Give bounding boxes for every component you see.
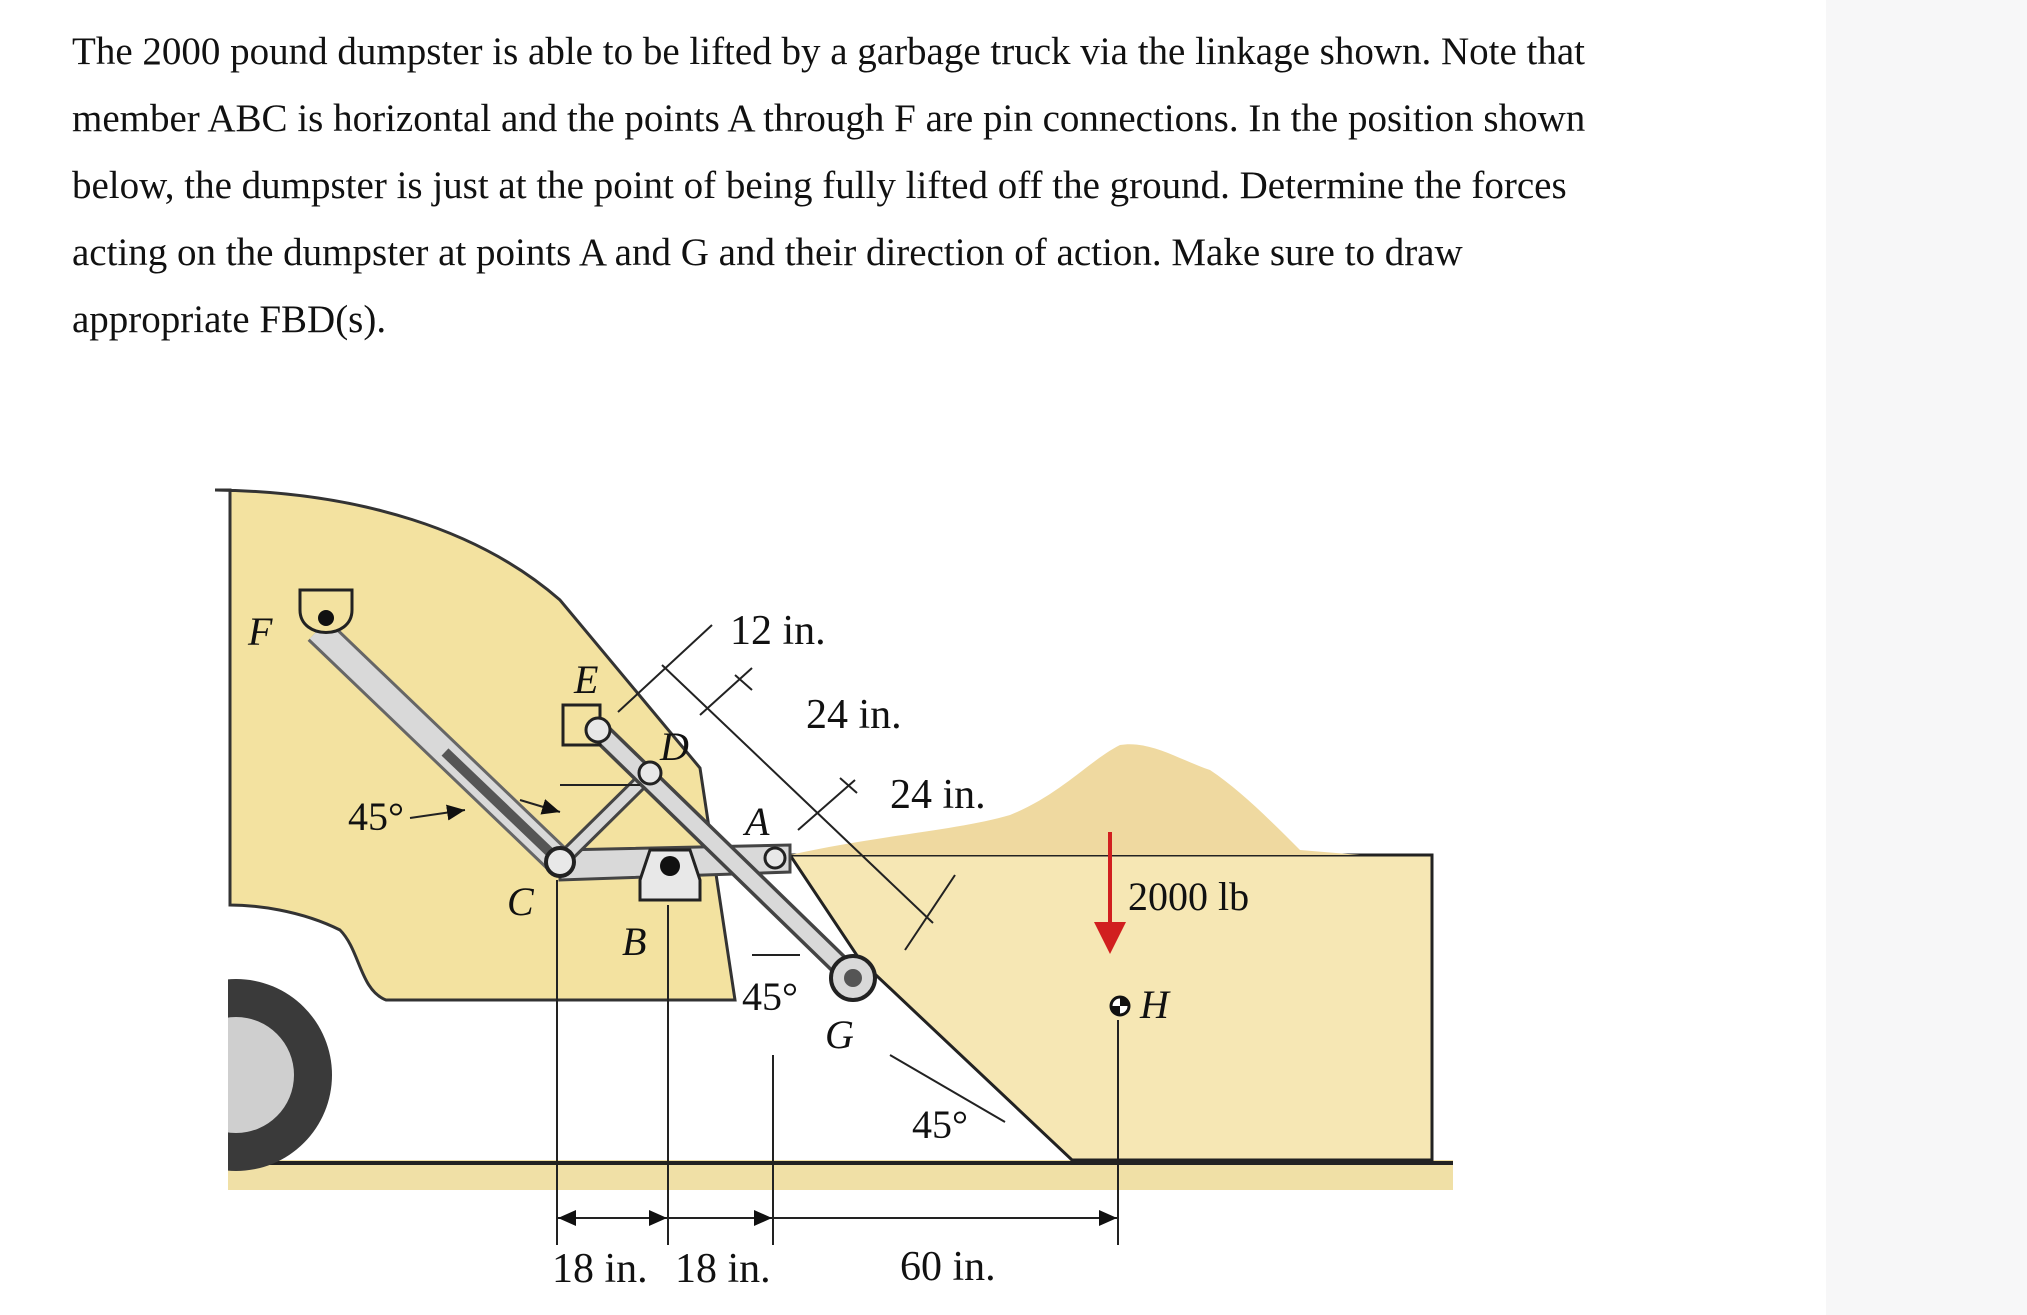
dim-label-18in-a: 18 in. <box>552 1246 648 1292</box>
label-A: A <box>745 799 770 844</box>
tick-12 <box>735 675 752 690</box>
label-E: E <box>574 657 599 702</box>
label-G: G <box>825 1012 854 1057</box>
angle-label-left: 45° <box>348 794 404 839</box>
problem-line: The 2000 pound dumpster is able to be lifted by a garbage truck via the linkage shown. Note that <box>72 30 1586 73</box>
dim-label-12in: 12 in. <box>730 608 826 654</box>
pin-E <box>586 718 610 742</box>
dim-label-24in-b: 24 in. <box>890 772 986 818</box>
problem-line: below, the dumpster is just at the point of being fully lifted off the ground. Determine the forces <box>72 164 1567 207</box>
ext-line-D <box>700 668 752 715</box>
pin-A <box>765 848 785 868</box>
truck-body <box>215 490 735 1000</box>
pin-C <box>546 848 574 876</box>
garbage-heap <box>790 744 1360 855</box>
angle-label-right: 45° <box>912 1102 968 1147</box>
pin-F <box>318 610 334 626</box>
pin-G-inner <box>844 969 862 987</box>
dim-label-18in-b: 18 in. <box>675 1246 771 1292</box>
label-C: C <box>507 879 534 924</box>
problem-line: appropriate FBD(s). <box>72 298 387 341</box>
label-B: B <box>622 919 647 964</box>
load-label: 2000 lb <box>1128 874 1250 919</box>
label-F: F <box>248 609 273 654</box>
label-H: H <box>1140 982 1169 1027</box>
dim-label-60in: 60 in. <box>900 1244 996 1290</box>
problem-line: acting on the dumpster at points A and G and their direction of action. Make sure to draw <box>72 231 1463 274</box>
pin-B <box>660 856 680 876</box>
problem-line: member ABC is horizontal and the points A through F are pin connections. In the position shown <box>72 97 1586 140</box>
wheel-mask <box>140 960 228 1190</box>
angle-label-mid: 45° <box>742 974 798 1019</box>
label-D: D <box>660 724 689 769</box>
pin-D <box>639 762 661 784</box>
dim-label-24in-a: 24 in. <box>806 692 902 738</box>
